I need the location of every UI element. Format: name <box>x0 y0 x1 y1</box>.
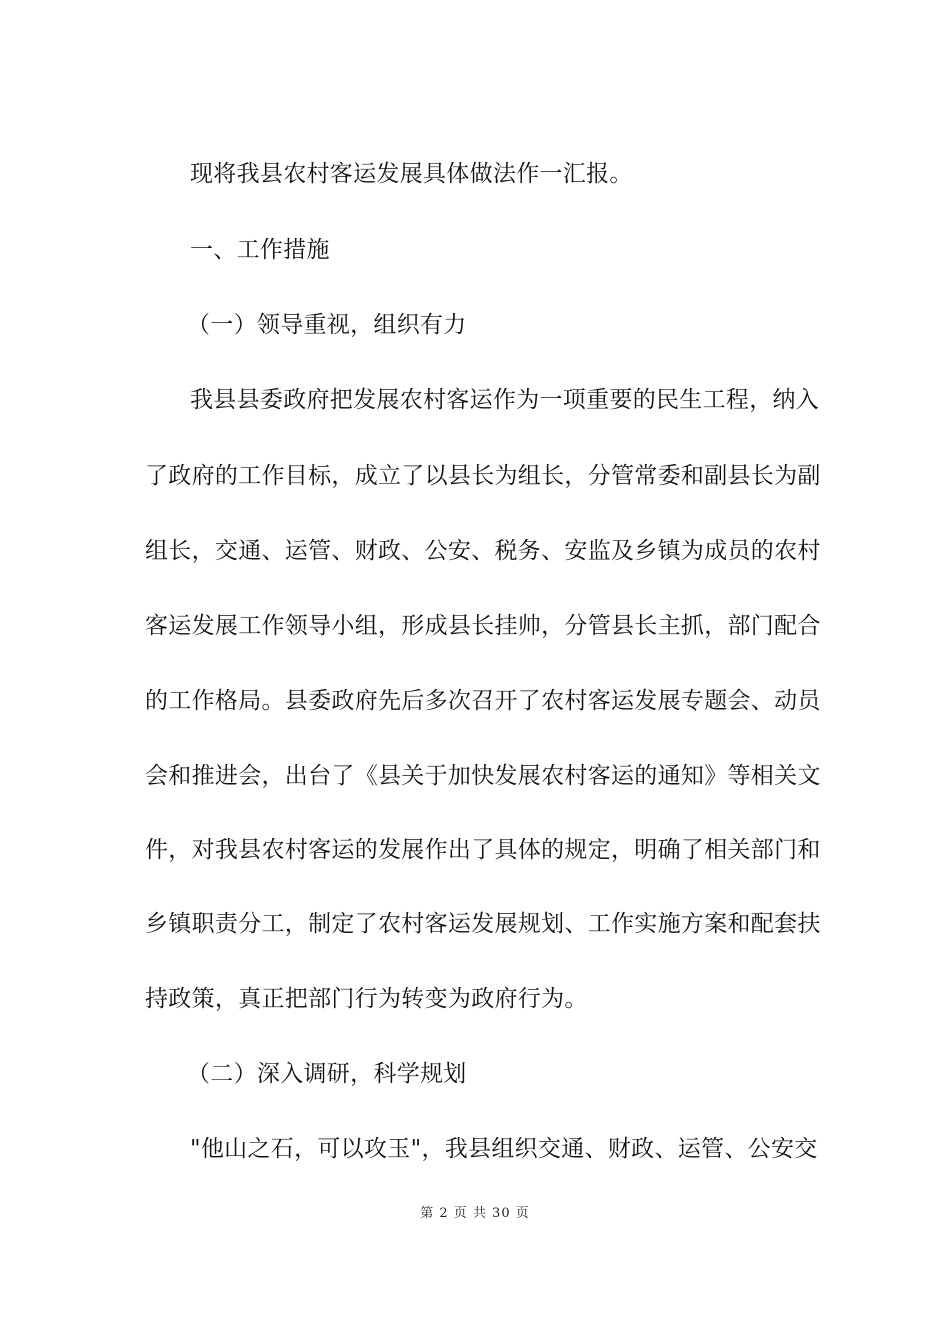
paragraph-intro-line: 现将我县农村客运发展具体做法作一汇报。 <box>190 161 633 187</box>
body-text-line: "他山之石，可以攻玉"，我县组织交通、财政、运管、公安交 <box>190 1136 818 1162</box>
body-text-line: 我县县委政府把发展农村客运作为一项重要的民生工程，纳入 <box>190 387 820 413</box>
body-text-line: 组长，交通、运管、财政、公安、税务、安监及乡镇为成员的农村 <box>145 538 821 564</box>
subsection-heading-1: （一）领导重视，组织有力 <box>187 312 467 338</box>
body-text-line: 的工作格局。县委政府先后多次召开了农村客运发展专题会、动员 <box>145 688 821 714</box>
subsection-heading-2: （二）深入调研，科学规划 <box>187 1061 467 1087</box>
section-heading: 一、工作措施 <box>190 237 330 263</box>
body-text-line: 件，对我县农村客运的发展作出了具体的规定，明确了相关部门和 <box>145 837 821 863</box>
body-text-line: 持政策，真正把部门行为转变为政府行为。 <box>145 986 588 1012</box>
body-text-line: 客运发展工作领导小组，形成县长挂帅，分管县长主抓，部门配合 <box>145 613 821 639</box>
page-footer: 第 2 页 共 30 页 <box>420 1206 530 1221</box>
body-text-line: 了政府的工作目标，成立了以县长为组长，分管常委和副县长为副 <box>145 463 821 489</box>
body-text-line: 会和推进会，出台了《县关于加快发展农村客运的通知》等相关文 <box>145 763 821 789</box>
body-text-line: 乡镇职责分工，制定了农村客运发展规划、工作实施方案和配套扶 <box>145 911 821 937</box>
